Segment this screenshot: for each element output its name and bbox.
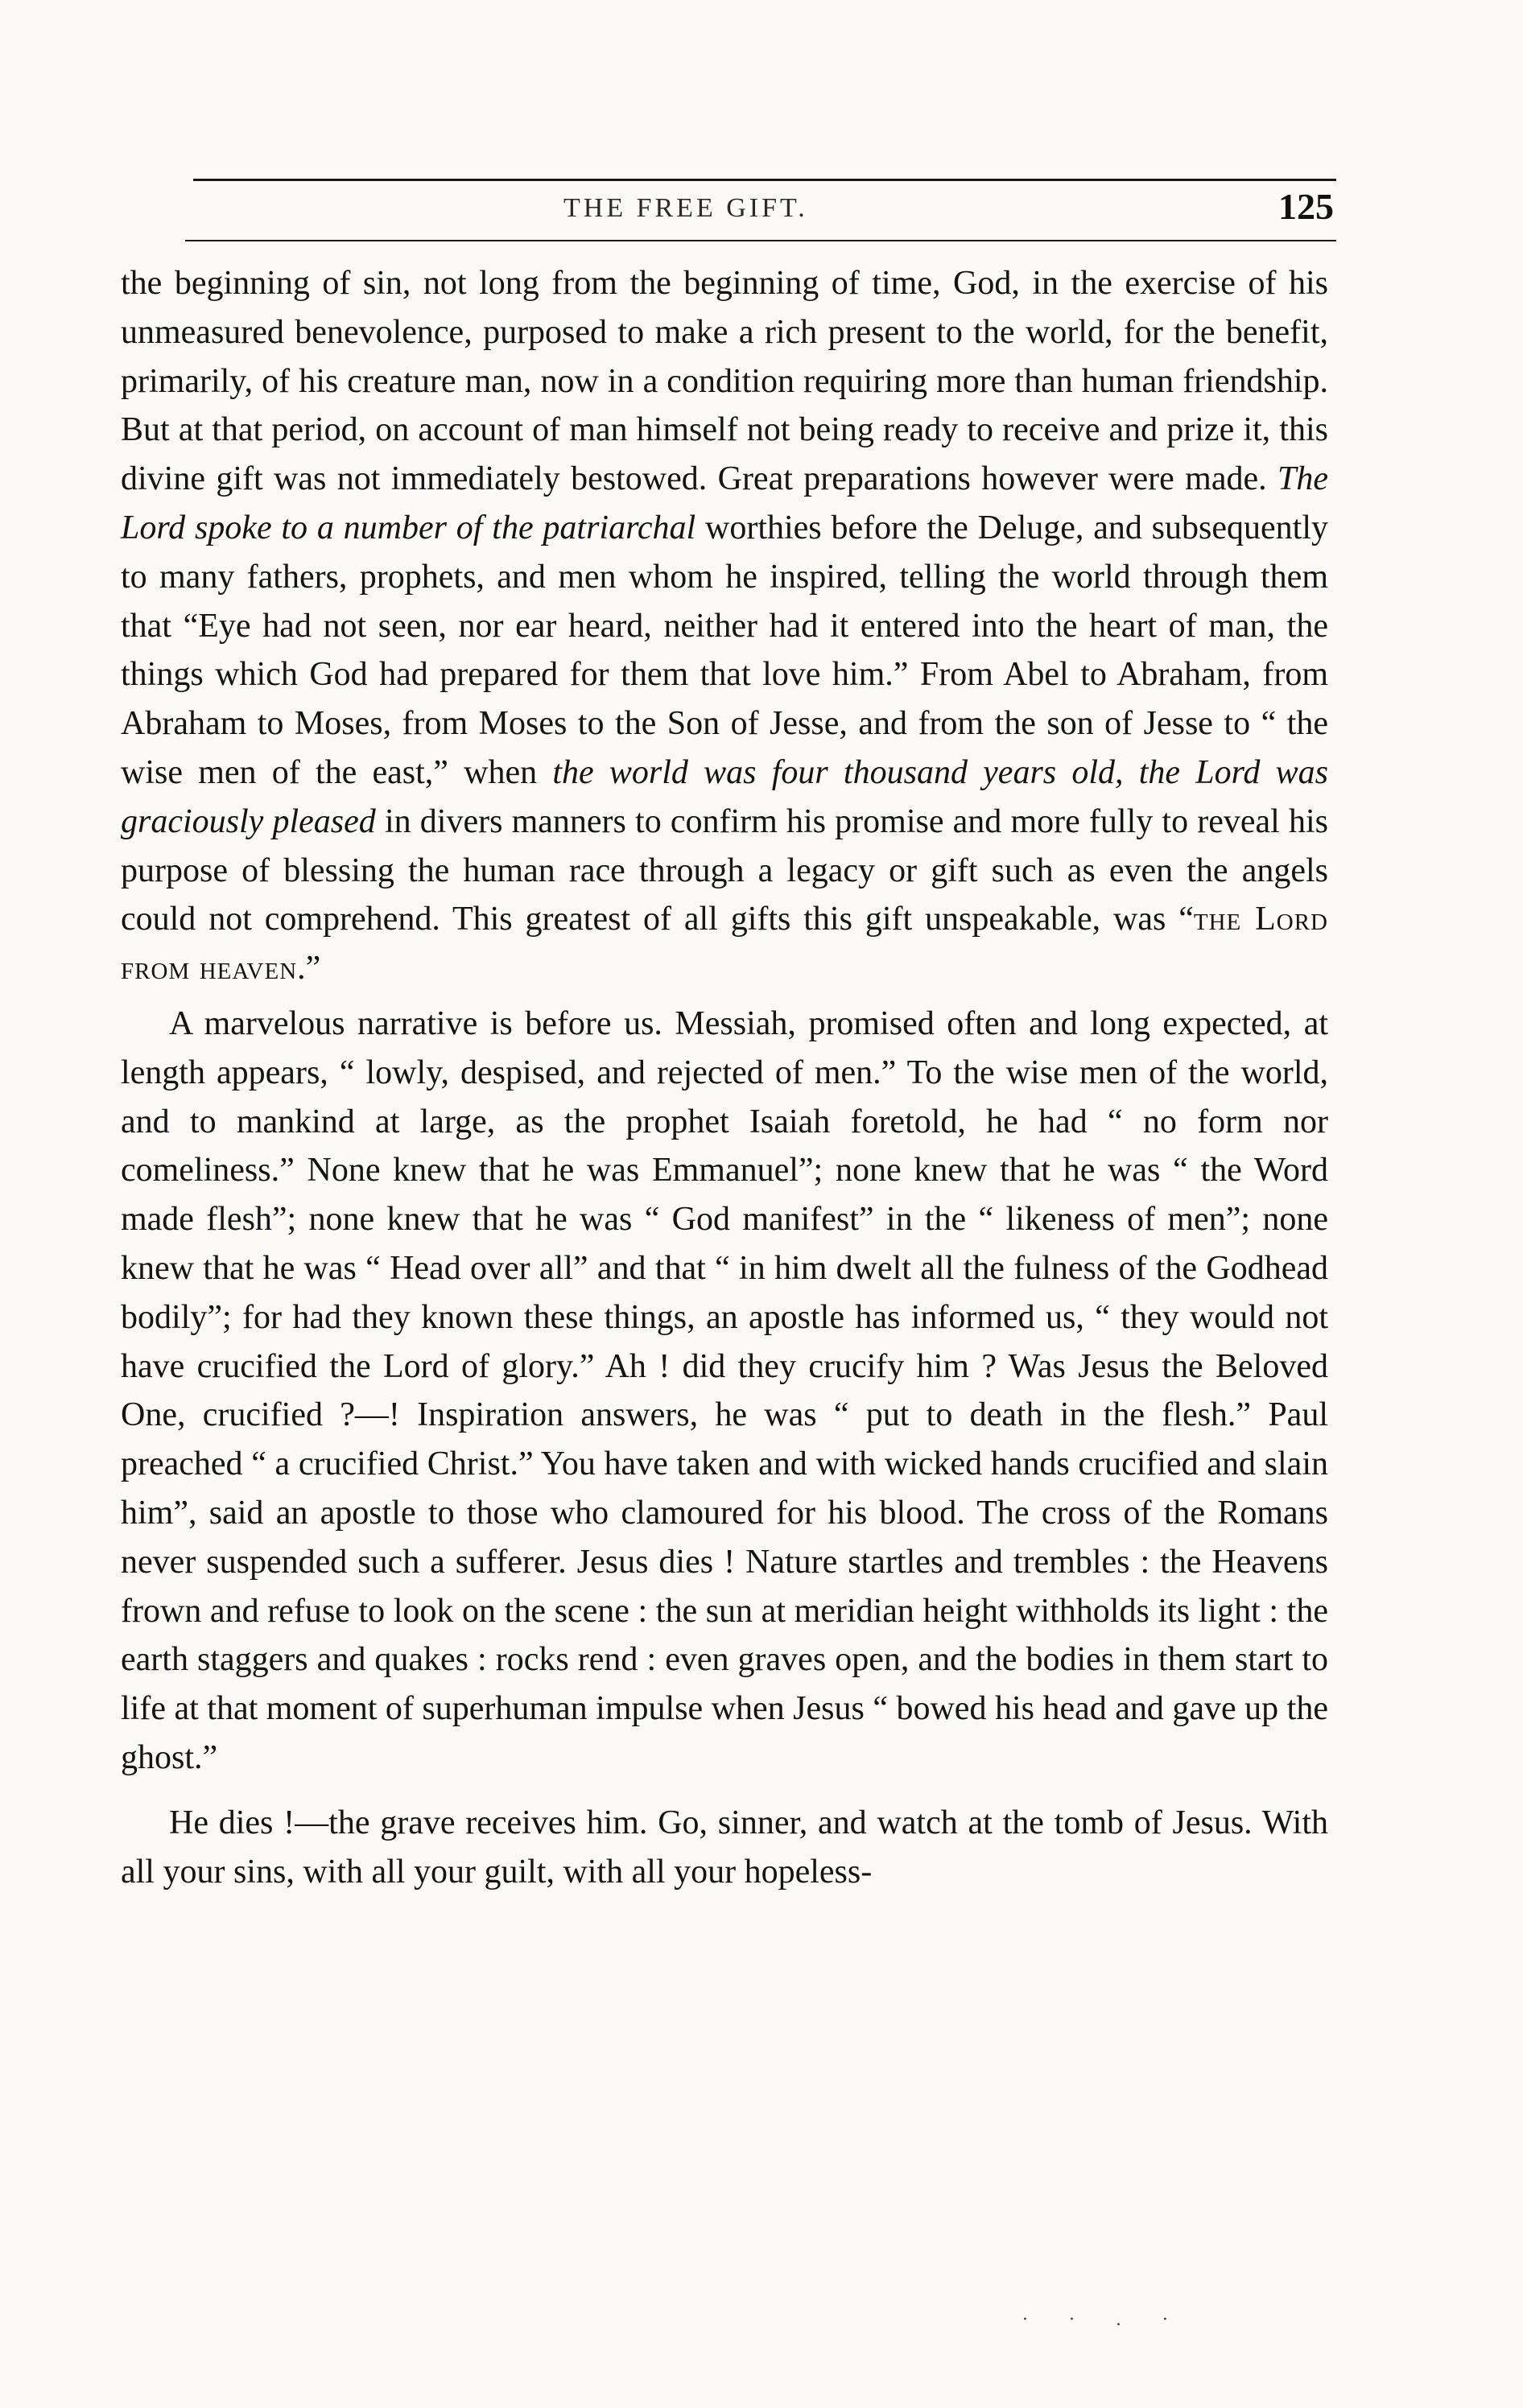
paragraph-1-part-1: the beginning of sin, not long from the beginning of time, God, in the exercise of his unmeasured benevolence, purposed to make a rich present to the world, for the benefit, primarily, of his creature man, now in a condition requiring more than human friendship. But at that period, on account of man himself not being ready to receive and prize it, this divine gift was not immediately bestowed. Great preparations however were made. — [121, 265, 1328, 498]
paragraph-1-italic-1: The Lord spoke to a number of the patriarchal — [121, 460, 1329, 546]
paragraph-1-part-7: .” — [297, 950, 321, 988]
paragraph-1-italic-2: the world was four thousand years old, the Lord was graciously pleased — [121, 753, 1329, 840]
paragraph-1 — [121, 259, 1328, 993]
page-number: 125 — [1278, 186, 1334, 227]
print-specks: · · . · — [1022, 2310, 1186, 2330]
paragraph-1-part-3: worthies before the Deluge, and subsequently to many fathers, prophets, and men whom he inspired, telling the world through them that “Eye had not seen, nor ear heard, neither had it entered into the heart of man, the things which God had prepared for them that love him.” From Abel to Abraham, from Abraham to Moses, from Moses to the Son of Jesse, and from the son of Jesse to “ the wise men of the east,” when — [121, 509, 1328, 791]
paragraph-1-smallcaps: the Lord from heaven — [121, 901, 1328, 988]
header-rule-bottom — [185, 240, 1336, 241]
paragraph-1-part-5: in divers manners to confirm his promise and more fully to reveal his purpose of blessing the human race through a legacy or gift such as even the angels could not comprehend. This greatest of all gifts this gift unspeakable, was “ — [121, 802, 1328, 938]
running-title: THE FREE GIFT. — [563, 193, 808, 223]
header-rule-top — [193, 179, 1336, 181]
paragraph-2: A marvelous narrative is before us. Messiah, promised often and long expected, at length appears, “ lowly, despised, and rejected of men.” To the wise men of the world, and to mankind at large, as the prophet Isaiah foretold, he had “ no form nor comeliness.” None knew that he was Emmanuel”; none knew that he was “ the Word made flesh”; none knew that he was “ God manifest” in the “ likeness of men”; none knew that he was “ Head over all” and that “ in him dwelt all the fulness of the Godhead bodily”; for had they known these things, an apostle has informed us, “ they would not have crucified the Lord of glory.” Ah ! did they crucify him ? Was Jesus the Beloved One, crucified ?—! Inspiration answers, he was “ put to death in the flesh.” Paul preached “ a crucified Christ.” You have taken and with wicked hands crucified and slain him”, said an apostle to those who clamoured for his blood. The cross of the Romans never suspended such a sufferer. Jesus dies ! Nature startles and trembles : the Heavens frown and refuse to look on the scene : the sun at meridian height withholds its light : the earth staggers and quakes : rocks rend : even graves open, and the bodies in them start to life at that moment of superhuman impulse when Jesus “ bowed his head and gave up the ghost.” — [121, 1004, 1328, 1776]
paragraph-3: He dies !—the grave receives him. Go, sinner, and watch at the tomb of Jesus. With all your sins, with all your guilt, with all your hopeless- — [121, 1804, 1328, 1891]
body-text — [121, 259, 1328, 1896]
